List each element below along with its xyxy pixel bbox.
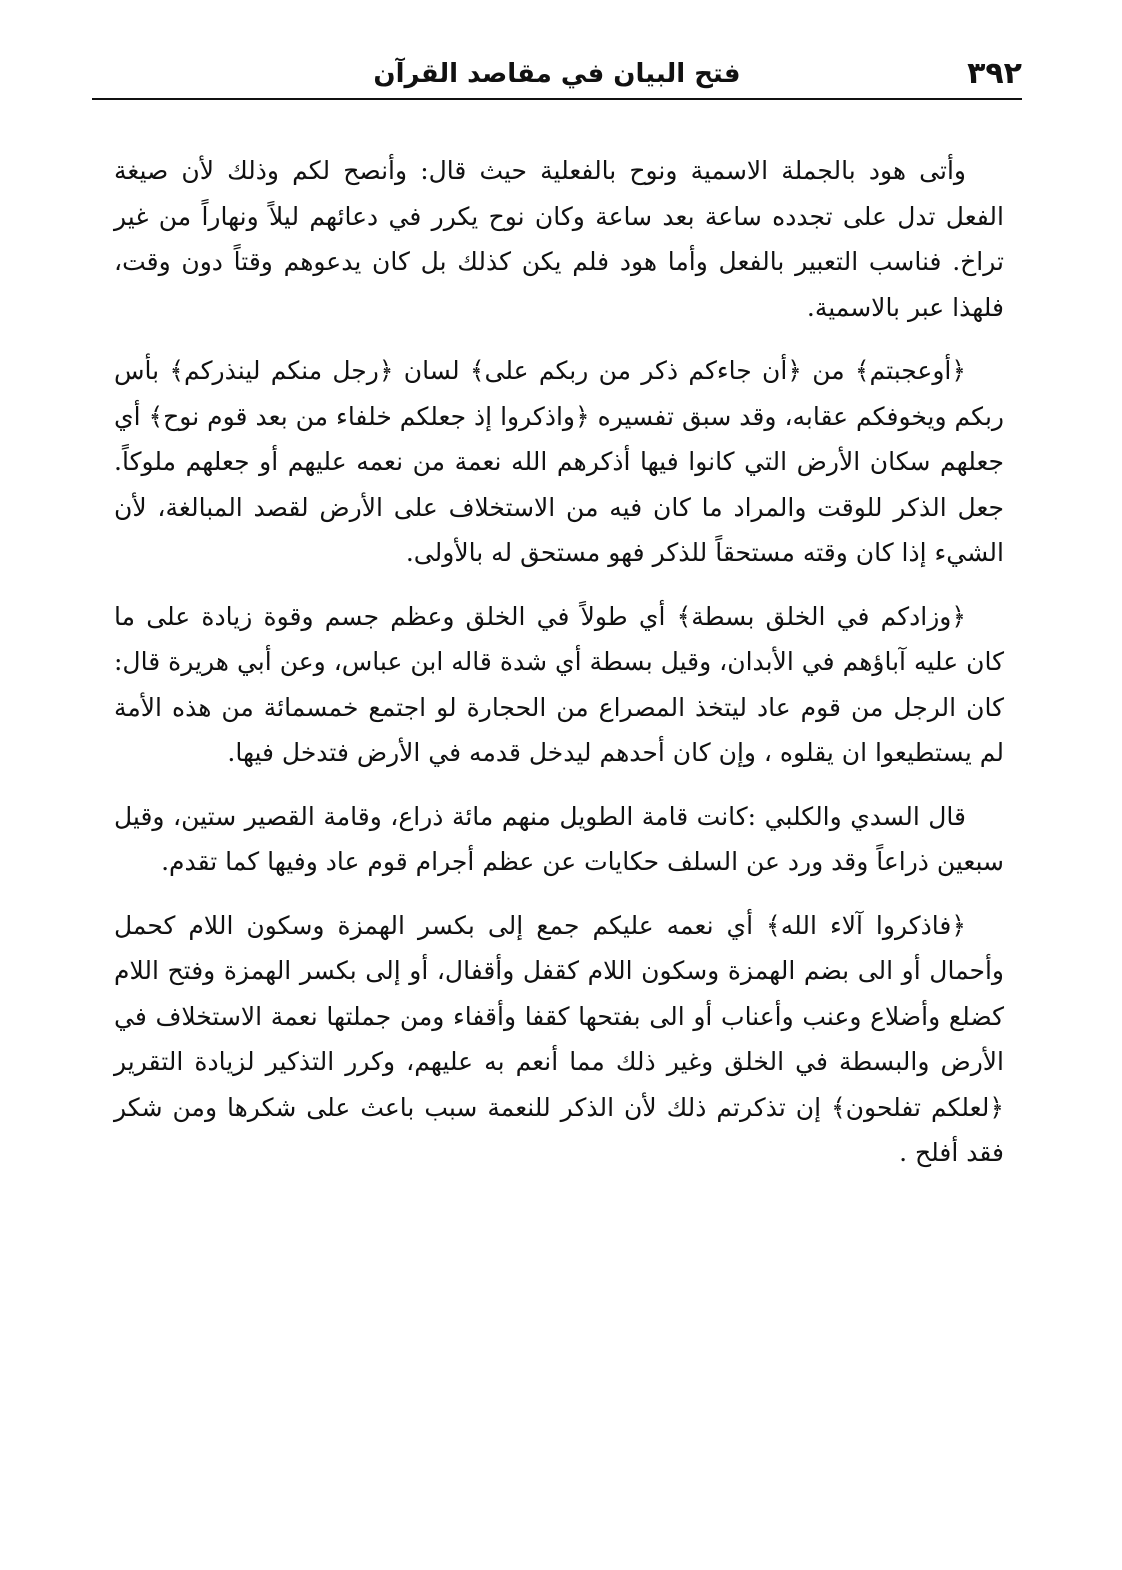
paragraph-2: ﴿أوعجبتم﴾ من ﴿أن جاءكم ذكر من ربكم على﴾ لسان ﴿رجل منكم لينذركم﴾ بأس ربكم ويخوفكم عقابه، وقد سبق تفسيره ﴿واذكروا إذ جعلكم خلفاء من بعد قوم نوح﴾ أي جعلهم سكان الأرض التي كانوا فيها أذكرهم الله نعمة من نعمه عليهم أو جعلهم ملوكاً. جعل الذكر للوقت والمراد ما كان فيه من الاستخلاف على الأرض لقصد المبالغة، لأن الشيء إذا كان وقته مستحقاً للذكر فهو مستحق له بالأولى. [114, 356, 1004, 567]
page-body [114, 148, 1004, 1194]
paragraph-4: قال السدي والكلبي :كانت قامة الطويل منهم مائة ذراع، وقامة القصير ستين، وقيل سبعين ذراعاً وقد ورد عن السلف حكايات عن عظم أجرام قوم عاد وفيها كما تقدم. [114, 801, 1004, 876]
paragraph-5: ﴿فاذكروا آلاء الله﴾ أي نعمه عليكم جمع إلى بكسر الهمزة وسكون اللام كحمل وأحمال أو الى بضم الهمزة وسكون اللام كقفل وأقفال، أو إلى بكسر الهمزة وفتح اللام كضلع وأضلاع وعنب وأعناب أو الى بفتحها كقفا وأقفاء ومن جملتها نعمة الاستخلاف في الأرض والبسطة في الخلق وغير ذلك مما أنعم به عليهم، وكرر التذكير لزيادة التقرير ﴿لعلكم تفلحون﴾ إن تذكرتم ذلك لأن الذكر للنعمة سبب باعث على شكرها ومن شكر فقد أفلح . [114, 910, 1004, 1167]
paragraph-3: ﴿وزادكم في الخلق بسطة﴾ أي طولاً في الخلق وعظم جسم وقوة زيادة على ما كان عليه آباؤهم في الأبدان، وقيل بسطة أي شدة قاله ابن عباس، وعن أبي هريرة قال: كان الرجل من قوم عاد ليتخذ المصراع من الحجارة لو اجتمع خمسمائة من هذه الأمة لم يستطيعوا ان يقلوه ، وإن كان أحدهم ليدخل قدمه في الأرض فتدخل فيها. [114, 601, 1004, 767]
book-title: فتح البيان في مقاصد القرآن [373, 59, 741, 89]
page-number: ٣٩٢ [967, 56, 1022, 91]
paragraph-1: وأتى هود بالجملة الاسمية ونوح بالفعلية حيث قال: وأنصح لكم وذلك لأن صيغة الفعل تدل على تجدده ساعة بعد ساعة وكان نوح يكرر في دعائهم ليلاً ونهاراً من غير تراخ. فناسب التعبير بالفعل وأما هود فلم يكن كذلك بل كان يدعوهم وقتاً دون وقت، فلهذا عبر بالاسمية. [114, 156, 1004, 322]
page-header [92, 52, 1022, 100]
header-divider [92, 98, 1022, 100]
